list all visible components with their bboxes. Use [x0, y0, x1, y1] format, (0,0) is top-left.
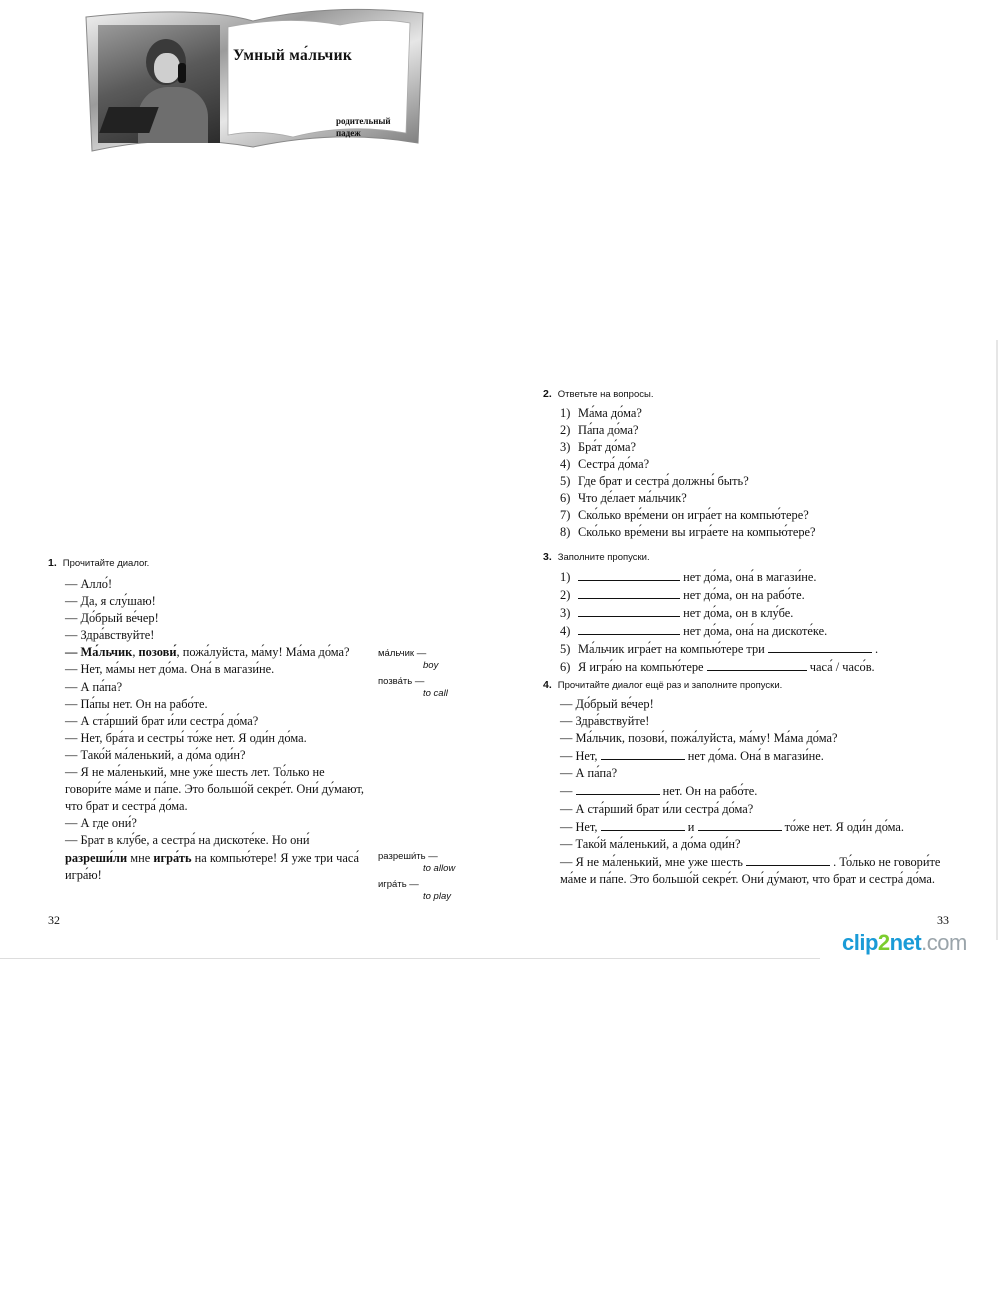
line-text: и [687, 819, 695, 834]
exercise-2-title: Ответьте на вопросы. [557, 389, 654, 400]
glossary-term: разреши́ть — [378, 851, 438, 862]
glossary-term: позва́ть — [378, 676, 425, 687]
dialogue-line [560, 782, 960, 800]
question-text: Па́па до́ма? [578, 423, 639, 437]
line-text: нет до́ма. Она́ в магази́не. [687, 749, 824, 764]
line-text: — Я не ма́ленький, мне уже шесть [560, 854, 743, 869]
list-item [560, 405, 816, 422]
item-number: 6) [560, 660, 571, 674]
glossary-translation: to allow [423, 863, 456, 874]
fill-blank[interactable] [768, 640, 872, 653]
dialogue-line: — Да, я слу́шаю! [65, 594, 156, 609]
glossary-translation: to call [423, 688, 448, 699]
line-text: то́же нет. Я оди́н до́ма. [784, 819, 905, 834]
title-banner [78, 5, 428, 155]
glossary-term: ма́льчик — [378, 648, 427, 659]
item-number: 1) [560, 570, 571, 584]
dialogue-line: — До́брый ве́чер! [65, 611, 159, 626]
list-item [560, 439, 816, 456]
list-item [560, 622, 878, 640]
logo-part: net [889, 930, 922, 955]
logo-part: clip [842, 930, 878, 955]
line-text: — Нет, [560, 819, 598, 834]
bold-word-call: позови́ [138, 645, 177, 660]
clip2net-logo [842, 930, 967, 956]
exercise-3-items [560, 568, 878, 676]
exercise-3-title: Заполните пропуски. [557, 552, 650, 563]
dialogue-line: — Здра́вствуйте! [65, 628, 155, 643]
fill-blank[interactable] [578, 622, 680, 635]
item-text: нет до́ма, он в клу́бе. [683, 606, 794, 620]
question-text: Ма́ма до́ма? [578, 406, 642, 420]
question-text: Сестра́ до́ма? [578, 457, 650, 471]
fill-blank[interactable] [601, 747, 685, 760]
glossary-translation: to play [423, 891, 451, 902]
item-text: нет до́ма, она́ в магази́не. [683, 570, 817, 584]
right-edge-divider [996, 340, 998, 940]
bold-word-boy: Ма́льчик [80, 645, 133, 660]
exercise-2-number: 2. [543, 388, 552, 400]
fill-blank[interactable] [578, 586, 680, 599]
dialogue-line-post: на компью́тере! Я уже три часа́ игра́ю! [65, 850, 359, 882]
line-text: — Нет, [560, 749, 598, 764]
item-number: 8) [560, 525, 571, 539]
dialogue-line: — Тако́й ма́ленький, а до́ма оди́н? [65, 747, 246, 762]
dialogue-line: — Здра́вствуйте! [560, 714, 650, 729]
page-number-left: 32 [48, 913, 60, 927]
dialogue-line [560, 853, 960, 888]
list-item [560, 422, 816, 439]
list-item [560, 568, 878, 586]
item-text: нет до́ма, она́ на дискоте́ке. [683, 624, 828, 638]
fill-blank[interactable] [707, 658, 807, 671]
dialogue-line: — А ста́рший брат и́ли сестра́ до́ма? [65, 713, 259, 728]
item-text: Я игра́ю на компью́тере [578, 660, 704, 674]
fill-blank[interactable] [578, 568, 680, 581]
bold-word-allowed: разреши́ли [65, 850, 128, 865]
dialogue-line: — Я не ма́ленький, мне уже́ шесть лет. То́лько не говори́те ма́ме и па́пе. Это большо́й секре́т. Они́ ду́мают, что брат и сестра́ до́ма. [65, 765, 364, 814]
dialogue-line: — А па́па? [560, 766, 618, 781]
item-number: 5) [560, 642, 571, 656]
item-number: 4) [560, 457, 571, 471]
dialogue-line-rest: , пожа́луйста, ма́му! Ма́ма до́ма? [176, 645, 350, 660]
boy-photo [98, 25, 220, 143]
glossary-term: игра́ть — [378, 879, 419, 890]
item-number: 2) [560, 423, 571, 437]
list-item [560, 640, 878, 658]
item-number: 6) [560, 491, 571, 505]
list-item [560, 586, 878, 604]
dialogue-line: — Ма́льчик, позови́, пожа́луйста, ма́му! Ма́ма до́ма? [560, 731, 838, 746]
fill-blank[interactable] [601, 818, 685, 831]
fill-blank[interactable] [698, 818, 782, 831]
exercise-3-heading [543, 551, 650, 563]
item-text: часа́ / часо́в. [809, 660, 875, 674]
list-item [560, 507, 816, 524]
exercise-3-number: 3. [543, 551, 552, 563]
list-item [560, 456, 816, 473]
item-number: 3) [560, 606, 571, 620]
item-number: 7) [560, 508, 571, 522]
dialogue-line: — Алло́! [65, 577, 113, 591]
item-text: Ма́льчик игра́ет на компью́тере три [578, 642, 765, 656]
item-text: . [875, 642, 879, 656]
fill-blank[interactable] [578, 604, 680, 617]
item-number: 3) [560, 440, 571, 454]
dialogue-line: — А где они́? [65, 816, 137, 831]
item-number: 1) [560, 406, 571, 420]
dialogue-line: — Тако́й ма́ленький, а до́ма оди́н? [560, 836, 741, 851]
question-text: Ско́лько вре́мени вы игра́ете на компью́тере? [578, 525, 816, 539]
glossary-translation: boy [423, 660, 439, 671]
dialogue-line [65, 832, 370, 883]
question-text: Что де́лает ма́льчик? [578, 491, 687, 505]
list-item [560, 658, 878, 676]
separator: , [132, 645, 139, 660]
dialogue-line-mid: мне [127, 850, 154, 865]
dialogue-line: — Па́пы нет. Он на рабо́те. [65, 696, 208, 711]
exercise-4-dialogue [560, 696, 960, 888]
dialogue-line [560, 818, 960, 836]
dialogue-line: — Нет, ма́мы нет до́ма. Она́ в магази́не. [65, 662, 275, 677]
dialogue-line [560, 747, 960, 765]
lesson-subtitle: родительный падеж [336, 116, 391, 138]
list-item [560, 490, 816, 507]
dialogue-line: — До́брый ве́чер! [560, 697, 654, 711]
exercise-4-title: Прочитайте диалог ещё раз и заполните пропуски. [557, 680, 783, 691]
fill-blank[interactable] [576, 782, 660, 795]
dialogue-text [65, 576, 370, 884]
exercise-2-heading [543, 388, 653, 400]
list-item [560, 604, 878, 622]
dialogue-line [65, 644, 370, 661]
list-item [560, 473, 816, 490]
item-text: нет до́ма, он на рабо́те. [683, 588, 805, 602]
dialogue-line: — А ста́рший брат и́ли сестра́ до́ма? [560, 801, 754, 816]
bold-word-play: игра́ть [153, 850, 192, 865]
item-number: 2) [560, 588, 571, 602]
dialogue-line: — А па́па? [65, 679, 123, 694]
fill-blank[interactable] [746, 853, 830, 866]
exercise-2-questions [560, 405, 816, 541]
lesson-title: Умный ма́льчик [233, 47, 353, 64]
question-text: Где брат и сестра́ должны́ быть? [578, 474, 749, 488]
logo-part: .com [921, 930, 967, 955]
bottom-divider [0, 958, 820, 959]
exercise-4-heading [543, 679, 782, 691]
item-number: 5) [560, 474, 571, 488]
line-text: нет. Он на рабо́те. [662, 784, 758, 799]
question-text: Ско́лько вре́мени он игра́ет на компью́тере? [578, 508, 809, 522]
item-number: 4) [560, 624, 571, 638]
dialogue-line: — Нет, бра́та и сестры́ то́же нет. Я оди́н до́ма. [65, 730, 307, 745]
dash: — [65, 645, 81, 660]
line-text: . То́лько не говори́те ма́ме и па́пе. Это большо́й секре́т. Они́ ду́мают, что брат и сестра́ до́ма. [560, 854, 941, 886]
page-number-right: 33 [937, 913, 949, 927]
line-text: — [560, 784, 573, 799]
exercise-4-number: 4. [543, 679, 552, 691]
glossary-block-1 [378, 648, 448, 700]
exercise-1-heading [48, 557, 149, 569]
list-item [560, 524, 816, 541]
exercise-1-title: Прочитайте диалог. [62, 558, 150, 569]
question-text: Бра́т до́ма? [578, 440, 637, 454]
exercise-1-number: 1. [48, 557, 57, 569]
dialogue-line-pre: — Брат в клу́бе, а сестра́ на дискоте́ке. Но они́ [65, 833, 310, 848]
glossary-block-2 [378, 851, 455, 903]
logo-part: 2 [877, 930, 890, 955]
